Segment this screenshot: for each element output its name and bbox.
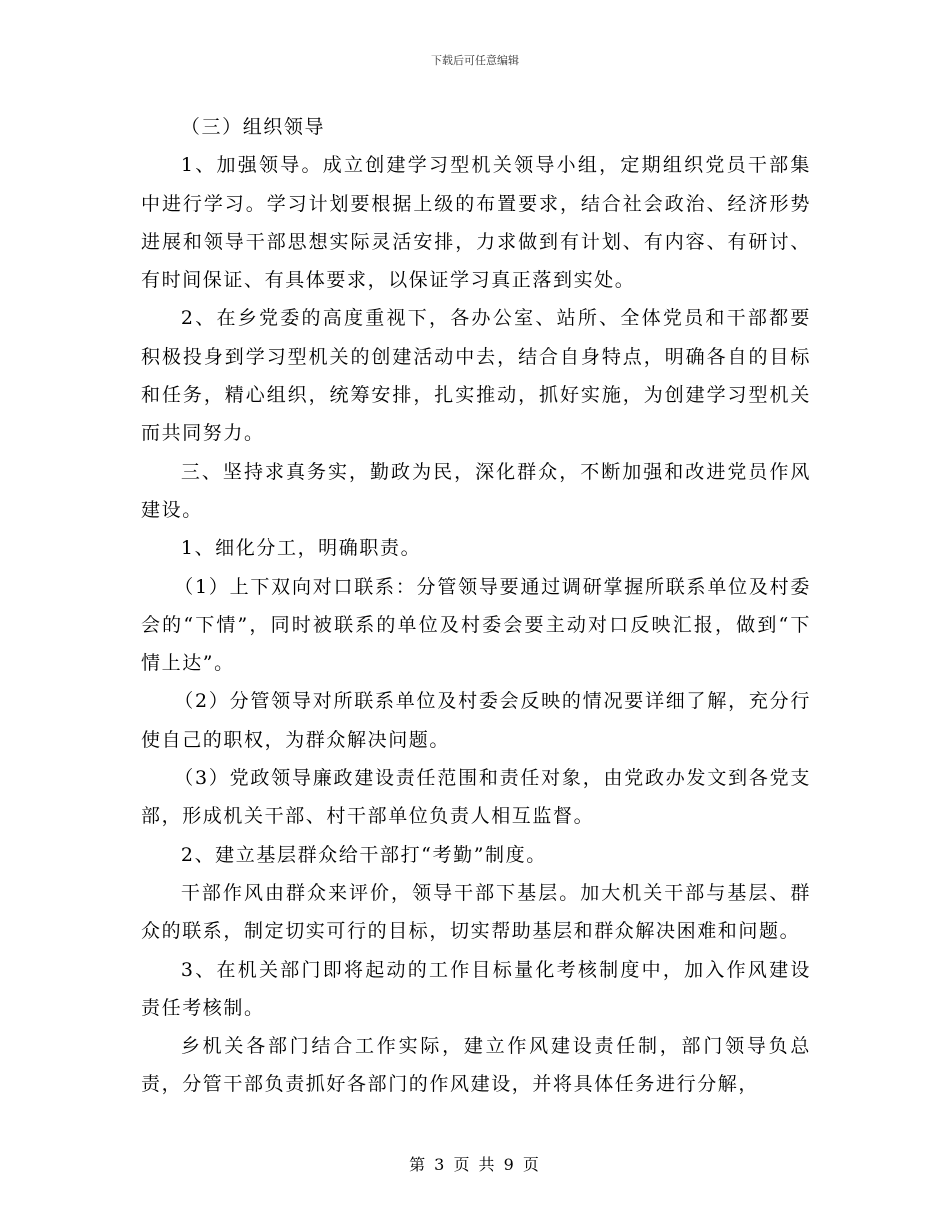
- paragraph: 乡机关各部门结合工作实际，建立作风建设责任制，部门领导负总责，分管干部负责抓好各部门的作风建设，并将具体任务进行分解，: [141, 1035, 811, 1096]
- paragraph: （1）上下双向对口联系：分管领导要通过调研掌握所联系单位及村委会的“下情”，同时被联系的单位及村委会要主动对口反映汇报，做到“下情上达”。: [141, 575, 811, 675]
- paragraph: 1、细化分工，明确职责。: [180, 537, 422, 560]
- paragraph: （3）党政领导廉政建设责任范围和责任对象，由党政办发文到各党支部，形成机关干部、村干部单位负责人相互监督。: [141, 767, 811, 828]
- section-heading: （三）组织领导: [180, 116, 326, 138]
- paragraph: 2、在乡党委的高度重视下，各办公室、站所、全体党员和干部都要积极投身到学习型机关的创建活动中去，结合自身特点，明确各自的目标和任务，精心组织，统筹安排，扎实推动，抓好实施，为创建学习型机关而共同努力。: [141, 307, 811, 445]
- paragraph: 干部作风由群众来评价，领导干部下基层。加大机关干部与基层、群众的联系，制定切实可行的目标，切实帮助基层和群众解决困难和问题。: [141, 881, 811, 943]
- paragraph: （2）分管领导对所联系单位及村委会反映的情况要详细了解，充分行使自己的职权，为群众解决问题。: [141, 690, 811, 751]
- paragraph: 1、加强领导。成立创建学习型机关领导小组，定期组织党员干部集中进行学习。学习计划要根据上级的布置要求，结合社会政治、经济形势进展和领导干部思想实际灵活安排，力求做到有计划、有内容、有研讨、有时间保证、有具体要求，以保证学习真正落到实处。: [141, 154, 811, 292]
- page-number: 第 3 页 共 9 页: [409, 1155, 541, 1174]
- paragraph: 3、在机关部门即将起动的工作目标量化考核制度中，加入作风建设责任考核制。: [141, 958, 811, 1019]
- document-body: [141, 108, 811, 1104]
- section-heading: 三、坚持求真务实，勤政为民，深化群众，不断加强和改进党员作风建设。: [141, 460, 811, 521]
- page-header-note: 下载后可任意编辑: [431, 54, 519, 67]
- paragraph: 2、建立基层群众给干部打“考勤”制度。: [180, 843, 547, 866]
